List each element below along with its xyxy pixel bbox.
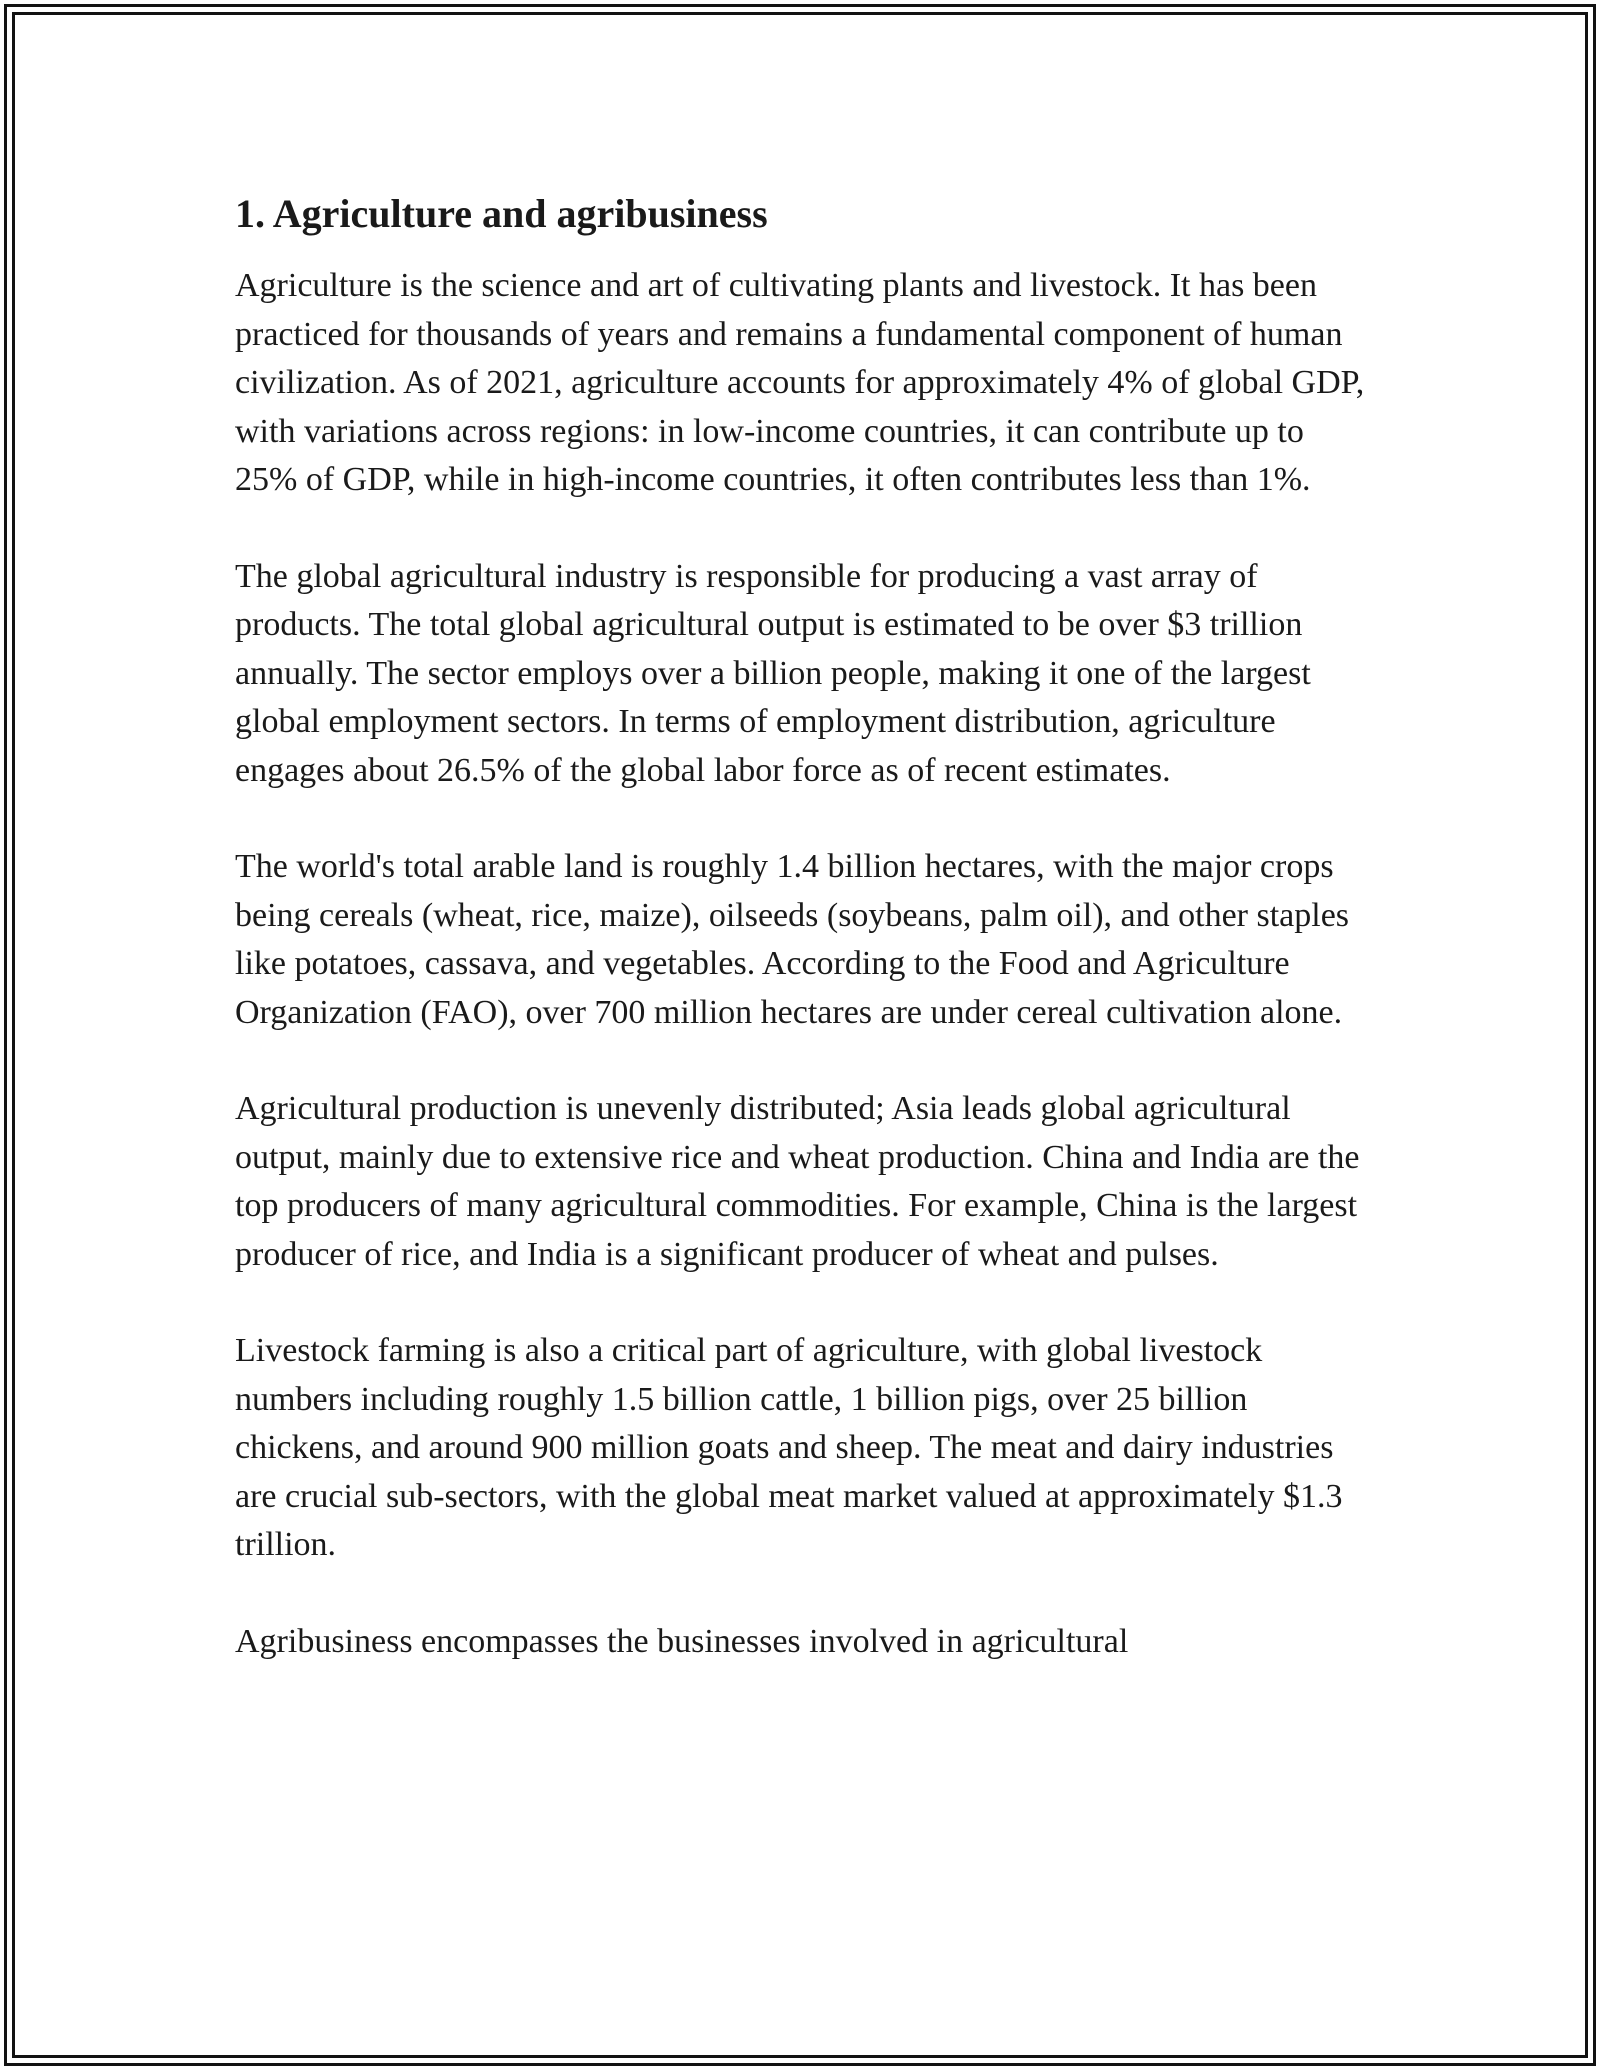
paragraph-gdp-overview: Agriculture is the science and art of cultivating plants and livestock. It has been practiced for thousands of years and remains a fundamental component of human civilization. As of 2021, agriculture accounts for approximately 4% of global GDP, with variations across regions: in low-income countries, it can contribute up to 25% of GDP, while in high-income countries, it often contributes less than 1%.	[235, 267, 1365, 498]
paragraph-agribusiness: Agribusiness encompasses the businesses involved in agricultural	[235, 1622, 1129, 1660]
paragraph-production-distribution: Agricultural production is unevenly distributed; Asia leads global agricultural output, mainly due to extensive rice and wheat production. China and India are the top producers of many agricultural commodities. For example, China is the largest producer of rice, and India is a significant producer of wheat and pulses.	[235, 1090, 1360, 1273]
paragraph-livestock: Livestock farming is also a critical part of agriculture, with global livestock numbers including roughly 1.5 billion cattle, 1 billion pigs, over 25 billion chickens, and around 900 million goats and sheep. The meat and dairy industries are crucial sub-sectors, with the global meat market valued at approximately $1.3 trillion.	[235, 1332, 1343, 1563]
document-body	[235, 186, 1365, 1714]
paragraph-industry-output: The global agricultural industry is responsible for producing a vast array of products. The total global agricultural output is estimated to be over $3 trillion annually. The sector employs over a billion people, making it one of the largest global employment sectors. In terms of employment distribution, agriculture engages about 26.5% of the global labor force as of recent estimates.	[235, 557, 1311, 789]
paragraph-arable-land: The world's total arable land is roughly 1.4 billion hectares, with the major crops being cereals (wheat, rice, maize), oilseeds (soybeans, palm oil), and other staples like potatoes, cassava, and vegetables. According to the Food and Agriculture Organization (FAO), over 700 million hectares are under cereal cultivation alone.	[235, 848, 1350, 1031]
section-heading: 1. Agriculture and agribusiness	[235, 191, 768, 236]
